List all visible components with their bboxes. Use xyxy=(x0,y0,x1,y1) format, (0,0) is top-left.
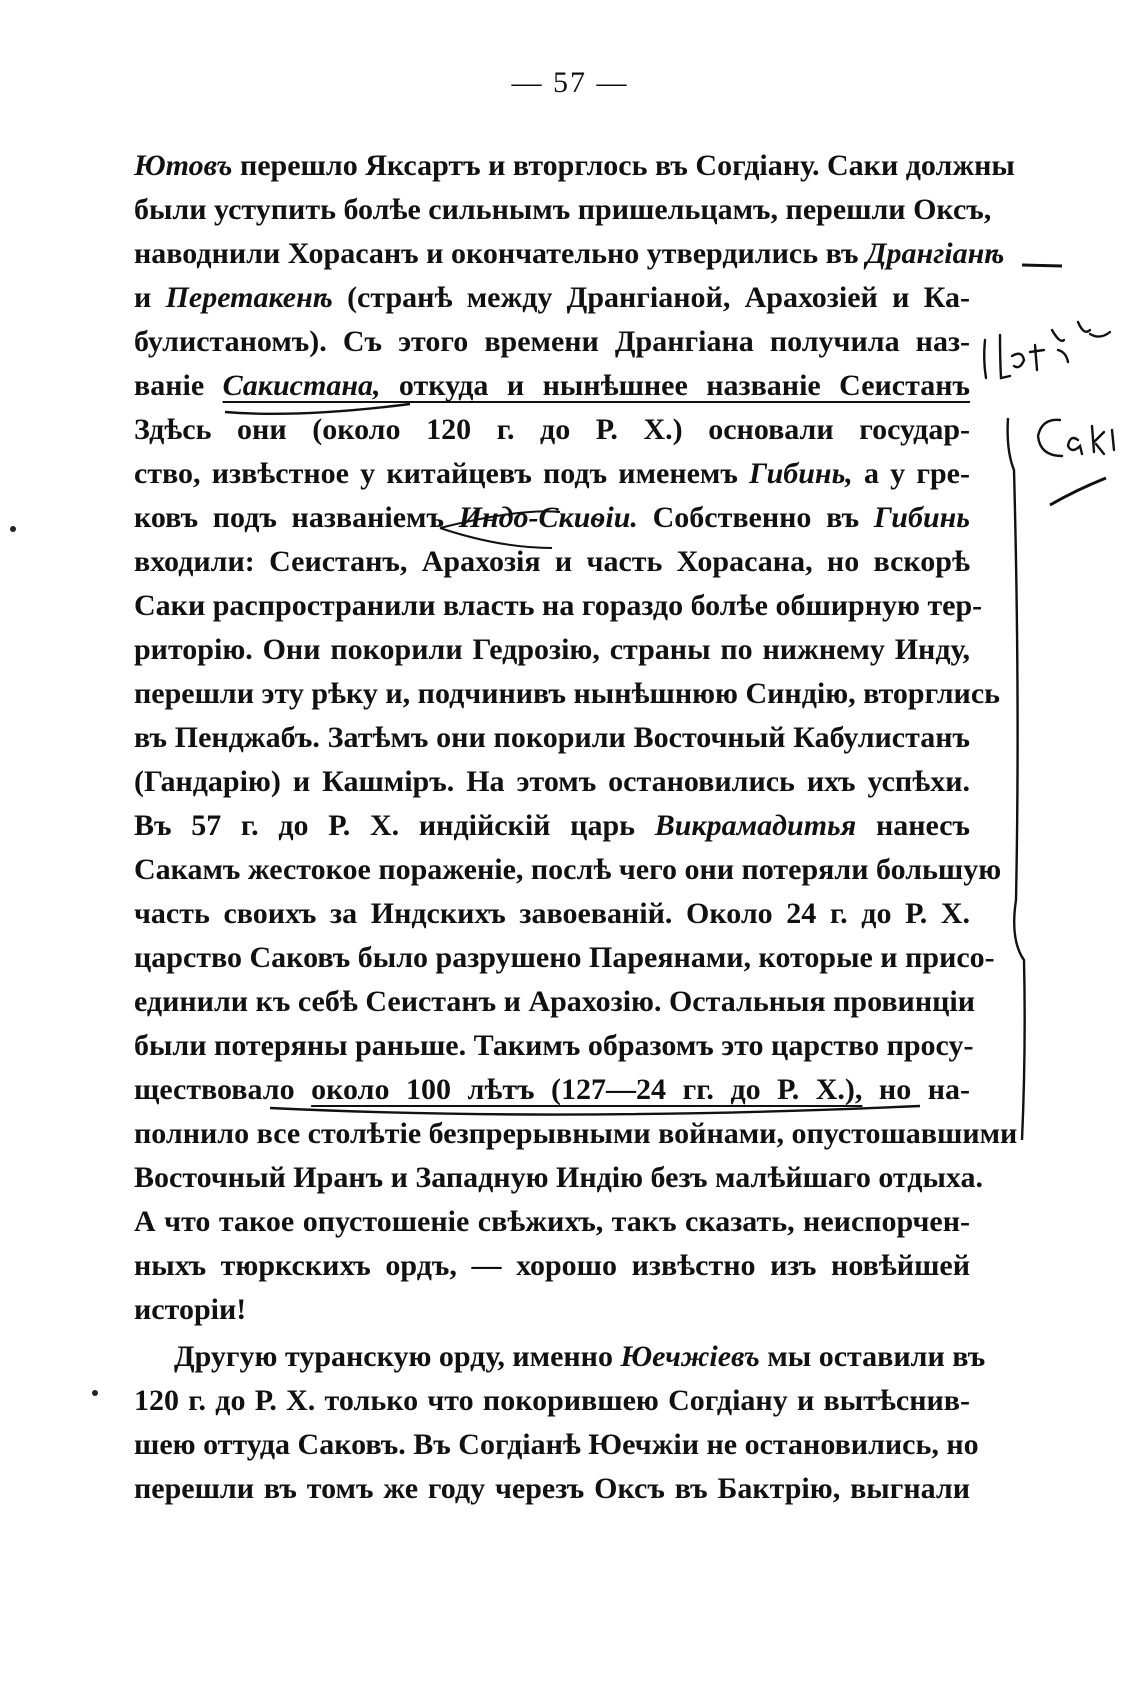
margin-bracket xyxy=(1008,418,1025,1140)
text-line: шею оттуда Саковъ. Въ Согдіанѣ Юечжіи не остановились, но xyxy=(134,1428,979,1461)
text-line: исторіи! xyxy=(134,1293,247,1326)
text-line: входили: Сеистанъ, Арахозія и часть Хорасана, но вскорѣ xyxy=(134,545,970,578)
text-line: царство Саковъ было разрушено Пареянами, которые и присо- xyxy=(134,941,995,974)
text-line: наводнили Хорасанъ и окончательно утвердились въ Дрангіанѣ xyxy=(134,237,1005,270)
handwritten-note-tsar xyxy=(984,322,1110,378)
text-line: полнило все столѣтіе безпрерывными войнами, опустошавшими xyxy=(134,1117,1018,1150)
page-number: — 57 — xyxy=(511,66,629,99)
text-line: Въ 57 г. до Р. Х. индійскій царь Викрамадитья нанесъ xyxy=(134,809,970,842)
margin-dot xyxy=(10,526,16,532)
margin-dash xyxy=(1050,478,1106,505)
text-line: Восточный Иранъ и Западную Индію безъ малѣйшаго отдыха. xyxy=(134,1161,983,1194)
margin-dot xyxy=(92,1390,98,1396)
text-line: Сакамъ жестокое пораженіе, послѣ чего они потеряли большую xyxy=(134,853,1002,886)
text-line: Здѣсь они (около 120 г. до Р. Х.) основали государ- xyxy=(134,413,970,446)
text-line: (Гандарію) и Кашміръ. На этомъ остановились ихъ успѣхи. xyxy=(134,765,970,798)
text-line: перешли эту рѣку и, подчинивъ нынѣшнюю Синдію, вторглись xyxy=(134,677,1001,710)
text-line: единили къ себѣ Сеистанъ и Арахозію. Остальныя провинціи xyxy=(134,985,976,1018)
text-line: ковъ подъ названіемъ Индо-Скиѳіи. Собственно въ Гибинь xyxy=(134,501,971,534)
text-line: Другую туранскую орду, именно Юечжіевъ мы оставили въ xyxy=(174,1340,986,1373)
text-line: 120 г. до Р. Х. только что покорившею Согдіану и вытѣснив- xyxy=(134,1384,970,1417)
text-line: были потеряны раньше. Такимъ образомъ это царство просу- xyxy=(134,1029,974,1062)
paragraph-1 xyxy=(134,144,1018,1332)
text-line: ныхъ тюркскихъ ордъ, — хорошо извѣстно изъ новѣйшей xyxy=(134,1249,970,1282)
text-line: Ютовъ перешло Яксартъ и вторглось въ Согдіану. Саки должны xyxy=(134,149,1015,182)
paragraph-2 xyxy=(134,1335,986,1511)
text-line: ществовало около 100 лѣтъ (127—24 гг. до Р. Х.), но на- xyxy=(134,1073,970,1106)
text-line: ваніе Сакистана, откуда и нынѣшнее названіе Сеистанъ xyxy=(134,369,970,402)
margin-dash xyxy=(1022,265,1062,266)
text-line: Саки распространили власть на гораздо болѣе обширную тер- xyxy=(134,589,983,622)
text-line: были уступить болѣе сильнымъ пришельцамъ, перешли Оксъ, xyxy=(134,193,992,226)
text-line: и Перетакенѣ (странѣ между Дрангіаной, Арахозіей и Ка- xyxy=(134,281,970,314)
text-line: А что такое опустошеніе свѣжихъ, такъ сказать, неиспорчен- xyxy=(134,1205,970,1238)
text-line: въ Пенджабъ. Затѣмъ они покорили Восточный Кабулистанъ xyxy=(134,721,970,754)
handwritten-note-saki xyxy=(1038,420,1114,456)
text-line: перешли въ томъ же году черезъ Оксъ въ Бактрію, выгнали xyxy=(134,1472,970,1505)
text-line: булистаномъ). Съ этого времени Дрангіана получила наз- xyxy=(134,325,970,358)
text-line: риторію. Они покорили Гедрозію, страны по нижнему Инду, xyxy=(134,633,970,666)
text-line: ство, извѣстное у китайцевъ подъ именемъ Гибинь, а у гре- xyxy=(134,457,970,490)
text-line: часть своихъ за Индскихъ завоеваній. Около 24 г. до Р. Х. xyxy=(134,897,970,930)
